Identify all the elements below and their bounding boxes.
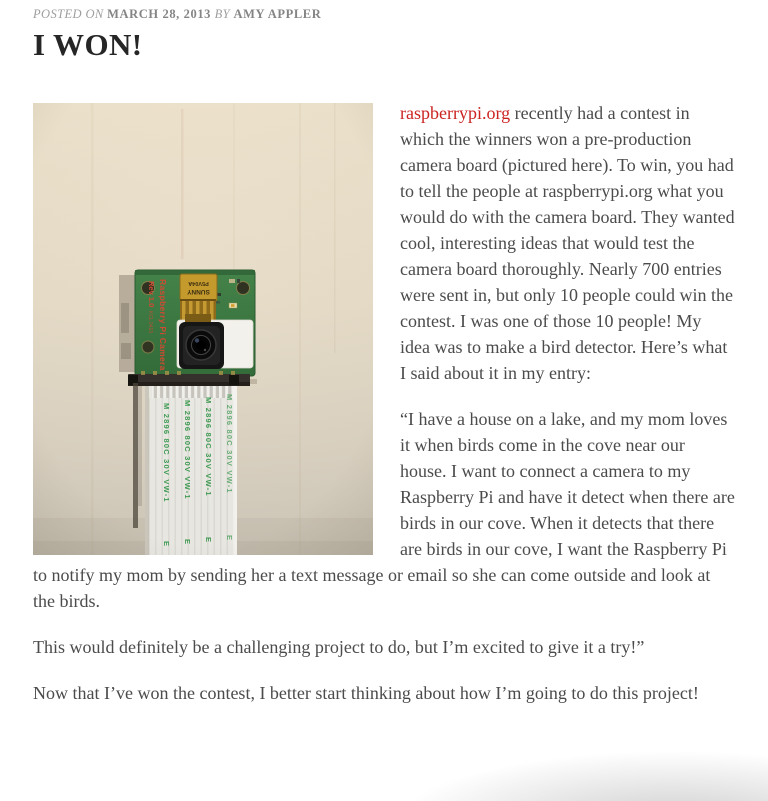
- post-title: I WON!: [33, 27, 143, 62]
- raspberrypi-link[interactable]: raspberrypi.org: [400, 102, 511, 123]
- post-meta: [33, 6, 735, 22]
- bottom-edge-shade: [338, 739, 768, 801]
- camera-board-photo: [33, 103, 373, 555]
- by-label: BY: [214, 7, 230, 21]
- post-content: [33, 100, 735, 706]
- paragraph-4: Now that I’ve won the contest, I better start thinking about how I’m going to do this project!: [33, 682, 699, 703]
- paragraph-1-text: recently had a contest in which the winners won a pre-production camera board (pictured here). To win, you had to tell the people at raspberrypi.org what you would do with the camera board. They wanted cool, interesting ideas that would test the camera board thoroughly. Nearly 700 entries were sent in, but only 10 people could win the contest. I was one of those 10 people! My idea was to make a bird detector. Here’s what I said about it in my entry:: [400, 102, 735, 383]
- paragraph-2: “I have a house on a lake, and my mom loves it when birds come in the cove near our house. I want to connect a camera to my Raspberry Pi and have it detect when there are birds in our cove. When it detects that there are birds in our cove, I want the Raspberry Pi to notify my mom by sending her a text message or email so she can come outside and look at the birds.: [33, 408, 735, 611]
- camera-board-photo-svg: [33, 103, 373, 555]
- posted-on-label: POSTED ON: [33, 7, 104, 21]
- post-author: AMY APPLER: [233, 7, 322, 21]
- paragraph-1: [33, 100, 735, 386]
- paragraph-3: This would definitely be a challenging project to do, but I’m excited to give it a try!”: [33, 636, 645, 657]
- post-date: MARCH 28, 2013: [107, 7, 212, 21]
